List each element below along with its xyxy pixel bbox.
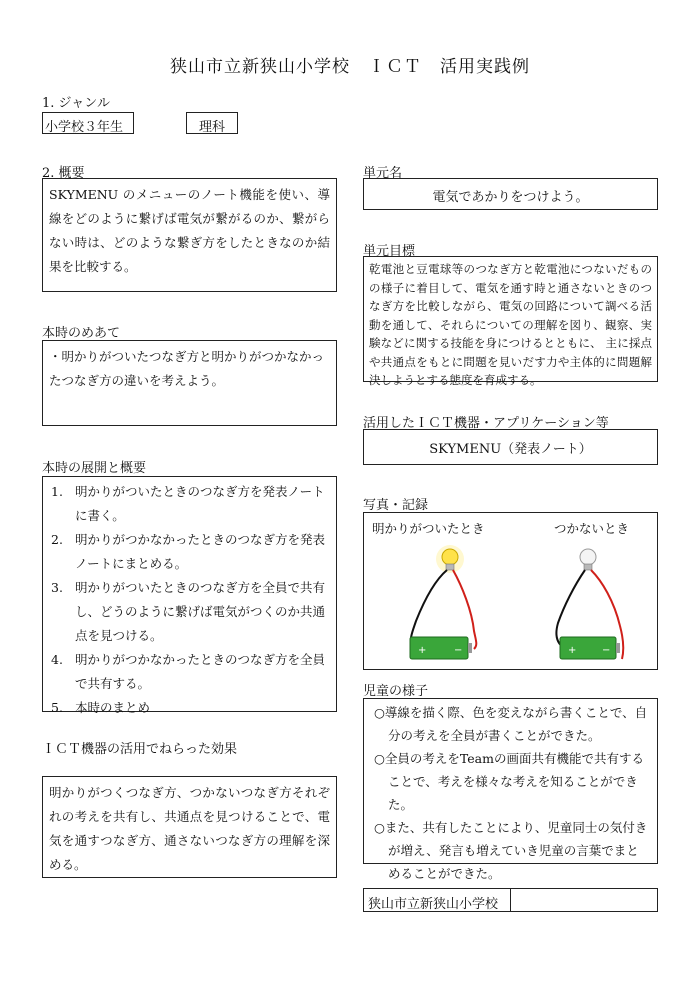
photo-box [363, 512, 658, 670]
step-number: 1. [51, 484, 63, 499]
grade-value: 小学校３年生 [45, 120, 124, 135]
aim-text: ・明かりがついたつなぎ方と明かりがつかなかったつなぎ方の違いを考えよう。 [49, 349, 325, 388]
battery-terminal [616, 643, 620, 653]
effect-text: 明かりがつくつなぎ方、つかないつなぎ方それぞれの考えを共有し、共通点を見つけることで、電気を通すつなぎ方、通さないつなぎ方の理解を深める。 [49, 785, 330, 872]
ict-heading: 活用したＩＣＴ機器・アプリケーション等 [363, 416, 609, 431]
flow-step [43, 528, 328, 576]
lit-bulb-icon [442, 549, 458, 565]
effect-heading: ＩＣＴ機器の活用でねらった効果 [42, 742, 238, 757]
footer-box [363, 888, 658, 912]
step-text: 明かりがついたときのつなぎ方を全員で共有し、どうのように繋げば電気がつくのか共通点を見つける。 [75, 580, 326, 643]
flow-box [42, 476, 337, 715]
battery-plus: + [418, 645, 427, 656]
subject-box [186, 112, 238, 134]
battery-minus: − [602, 645, 611, 656]
goal-text: 乾電池と豆電球等のつなぎ方と乾電池につないだものの様子に着目して、電気を通す時と通さないときのつなぎ方を比較しながら、電気の回路について調べる活動を通して、それらについての理解を図り、観察、実験などに関する技能を身につけるとともに、 主に採点や共通点をもとに問題を見いだす力や主体的に問題解決しようとする態度を育成する。 [369, 262, 652, 387]
genre-heading: 1. ジャンル [42, 96, 110, 111]
step-number: 2. [51, 532, 63, 547]
step-number: 5. [51, 700, 63, 715]
aim-box [42, 340, 337, 426]
overview-box [42, 178, 337, 292]
wire-black [411, 570, 447, 647]
photo-heading: 写真・記録 [363, 498, 429, 513]
bulb-socket [584, 564, 592, 570]
children-heading: 児童の様子 [363, 684, 429, 699]
battery-minus: − [454, 645, 463, 656]
unit-heading: 単元名 [363, 166, 403, 181]
goal-heading: 単元目標 [363, 244, 416, 259]
children-list [368, 701, 651, 885]
flow-heading: 本時の展開と概要 [42, 461, 147, 476]
lit-circuit-illustration [394, 541, 494, 667]
aim-heading: 本時のめあて [42, 326, 121, 341]
step-text: 明かりがつかなかったときのつなぎ方を全員で共有する。 [75, 652, 326, 691]
flow-step [43, 696, 328, 720]
unlit-circuit-illustration [544, 541, 644, 667]
ict-text: SKYMENU（発表ノート） [429, 442, 592, 457]
footer-divider [510, 889, 511, 911]
flow-step-list [43, 480, 328, 720]
children-box [363, 698, 658, 881]
step-number: 4. [51, 652, 63, 667]
flow-step [43, 480, 328, 528]
unit-box [363, 178, 658, 210]
effect-box [42, 776, 337, 878]
subject-value: 理科 [198, 120, 225, 135]
unlit-label: つかないとき [554, 521, 630, 536]
page-title: 狭山市立新狭山小学校 ＩＣＴ 活用実践例 [170, 57, 530, 77]
children-item: ○全員の考えをTeamの画面共有機能で共有することで、考えを様々な考えを知ることができた。 [374, 751, 644, 812]
step-number: 3. [51, 580, 63, 595]
overview-text: SKYMENU のメニューのノート機能を使い、導線をどのように繋げば電気が繋がるのか、繋がらない時は、どのような繋ぎ方をしたときなのか結果を比較する。 [49, 187, 330, 274]
step-text: 本時のまとめ [75, 700, 151, 715]
footer-school: 狭山市立新狭山小学校 [368, 897, 499, 912]
overview-heading: 2. 概要 [42, 166, 85, 181]
unit-text: 電気であかりをつけよう。 [432, 190, 589, 205]
lit-label: 明かりがついたとき [372, 521, 485, 536]
goal-box [363, 256, 658, 387]
grade-box [42, 112, 134, 134]
children-item: ○導線を描く際、色を変えながら書くことで、自分の考えを全員が書くことができた。 [374, 705, 648, 743]
step-text: 明かりがつかなかったときのつなぎ方を発表ノートにまとめる。 [75, 532, 326, 571]
bulb-socket [446, 564, 454, 570]
battery-terminal [468, 643, 472, 653]
battery-plus: + [568, 645, 577, 656]
flow-step [43, 576, 328, 648]
unlit-bulb-icon [580, 549, 596, 565]
children-item: ○また、共有したことにより、児童同士の気付きが増え、発言も増えていき児童の言葉でまとめることができた。 [374, 820, 648, 881]
flow-step [43, 648, 328, 696]
ict-box [363, 429, 658, 465]
step-text: 明かりがついたときのつなぎ方を発表ノートに書く。 [75, 484, 325, 523]
